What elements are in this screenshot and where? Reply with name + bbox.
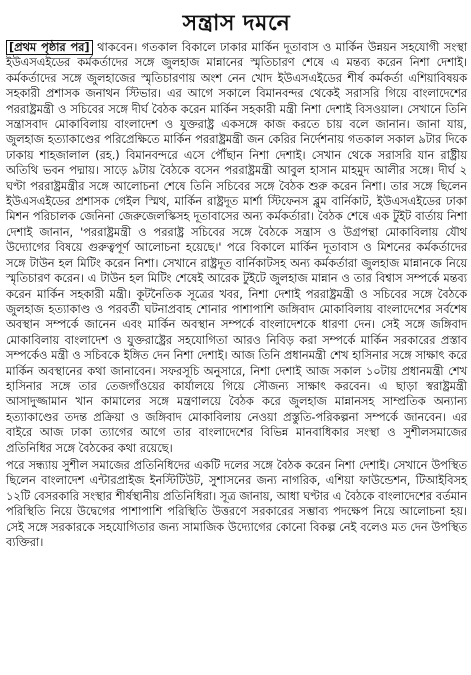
article-body [6, 40, 467, 550]
continuation-label: [প্রথম পৃষ্ঠার পর] [6, 40, 93, 55]
article-paragraph-2: পরে সন্ধ্যায় সুশীল সমাজের প্রতিনিধিদের একটি দলের সঙ্গে বৈঠক করেন নিশা দেশাই। সেখানে উপস্থিত ছিলেন বাংলাদেশ এন্টারপ্রাইজ ইনস্টিটিউট, সুশাসনের জন্য নাগরিক, এশিয়া ফাউন্ডেশন, টিআইবিসহ ১২টি বেসরকারি সংস্থার শীর্ষস্থানীয় প্রতিনিধিরা। সূত্র জানায়, আধা ঘণ্টার এ বৈঠকে বাংলাদেশের বর্তমান পরিস্থিতি নিয়ে উদ্বেগের পাশাপাশি পরিস্থিতি উত্তরণে সরকারের সম্ভাব্য পদক্ষেপ নিয়ে আলোচনা হয়। সেই সঙ্গে সরকারকে সহযোগিতার জন্য সামাজিক উদ্যোগের কোনো বিকল্প নেই বলেও মত দেন উপস্থিত ব্যক্তিরা। [6, 458, 467, 549]
paragraph-1-text: থাকবেন। গতকাল বিকালে ঢাকার মার্কিন দূতাবাস ও মার্কিন উন্নয়ন সহযোগী সংস্থা ইউএসএইডের কর্মকর্তাদের সঙ্গে জুলহাজ মান্নানের স্মৃতিচারণ শেষে এ মন্তব্য করেন নিশা দেশাই। কর্মকর্তাদের সঙ্গে জুলহাজের স্মৃতিচারণায় অংশ নেন খোদ ইউএসএইডের শীর্ষ কর্মকর্তা এশিয়াবিষয়ক সহকারী প্রশাসক জনাথন স্টিভার। এর আগে সকালে বিমানবন্দর থেকেই সরাসরি গিয়ে বাংলাদেশের পররাষ্ট্রমন্ত্রী ও সচিবের সঙ্গে দীর্ঘ বৈঠক করেন মার্কিন সহকারী মন্ত্রী নিশা দেশাই বিসওয়াল। সেখানে তিনি সন্ত্রাসবাদ মোকাবিলায় বাংলাদেশ ও যুক্তরাষ্ট্র একসঙ্গে কাজ করতে চায় বলে জানান। জানা যায়, জুলহাজ হত্যাকাণ্ডের পরিপ্রেক্ষিতে মার্কিন পররাষ্ট্রমন্ত্রী জন কেরির নির্দেশনায় গতকাল সকাল ৯টার দিকে ঢাকায় শাহজালাল (রহ.) বিমানবন্দরে এসে পৌঁছান নিশা দেশাই। সেখান থেকে সরাসরি যান রাষ্ট্রীয় অতিথি ভবন পদ্মায়। সাড়ে ৯টায় বৈঠকে বসেন পররাষ্ট্রমন্ত্রী আবুল হাসান মাহমুদ আলীর সঙ্গে। দীর্ঘ ২ ঘণ্টা পররাষ্ট্রমন্ত্রীর সঙ্গে আলোচনা শেষে তিনি সচিবের সঙ্গে বৈঠক শুরু করেন নিশা। তার সঙ্গে ছিলেন ইউএসএইডের প্রশাসক গেইল স্মিথ, মার্কিন রাষ্ট্রদূত মার্শা স্টিফেনস ব্লুম বার্নিকাট, ইউএসএইডের ঢাকা মিশন পরিচালক জেনিনা জেরুজেলস্কিসহ দূতাবাসের অন্য কর্মকর্তারা। বৈঠক শেষে এক টুইট বার্তায় নিশা দেশাই জানান, 'পররাষ্ট্রমন্ত্রী ও পররাষ্ট্র সচিবের সঙ্গে বৈঠকে সন্ত্রাস ও উগ্রপন্থা মোকাবিলায় যৌথ উদ্যোগের বিষয়ে গুরুত্বপূর্ণ আলোচনা হয়েছে।' পরে বিকালে মার্কিন দূতাবাস ও মিশনের কর্মকর্তাদের সঙ্গে টাউন হল মিটিং করেন নিশা। সেখানে রাষ্ট্রদূত বার্নিকাটসহ অন্য কর্মকর্তারা জুলহাজ মান্নানকে নিয়ে স্মৃতিচারণ করেন। এ টাউন হল মিটিং শেষেই আরেক টুইটে জুলহাজ মান্নান ও তার বিশ্বাস সম্পর্কে মন্তব্য করেন মার্কিন সহকারী মন্ত্রী। কূটনৈতিক সূত্রের খবর, নিশা দেশাই পররাষ্ট্রমন্ত্রী ও সচিবের সঙ্গে বৈঠকে জুলহাজ হত্যাকাণ্ড ও পরবর্তী ঘটনাপ্রবাহ শোনার পাশাপাশি জঙ্গিবাদ মোকাবিলায় বাংলাদেশের সর্বশেষ অবস্থান সম্পর্কে জানেন এবং মার্কিন অবস্থান সম্পর্কে বাংলাদেশকে ধারণা দেন। সেই সঙ্গে জঙ্গিবাদ মোকাবিলায় বাংলাদেশ ও যুক্তরাষ্ট্রের সহযোগিতা আরও নিবিড় করা সম্পর্কে মার্কিন সরকারের প্রস্তাব সম্পর্কেও মন্ত্রী ও সচিবকে ইঙ্গিত দেন নিশা দেশাই। আজ তিনি প্রধানমন্ত্রী শেখ হাসিনার সঙ্গে সাক্ষাৎ করে মার্কিন অবস্থানের কথা জানাবেন। সফরসূচি অনুসারে, নিশা দেশাই আজ সকাল ১০টায় প্রধানমন্ত্রী শেখ হাসিনার সঙ্গে তার তেজগাঁওয়ের কার্যালয়ে গিয়ে সৌজন্য সাক্ষাৎ করবেন। এ ছাড়া স্বরাষ্ট্রমন্ত্রী আসাদুজ্জামান খান কামালের সঙ্গে মন্ত্রণালয়ে বৈঠক করে জুলহাজ মান্নানসহ সাম্প্রতিক অন্যান্য হত্যাকাণ্ডের তদন্ত প্রক্রিয়া ও জঙ্গিবাদ মোকাবিলায় নেওয়া প্রস্তুতি-পরিকল্পনা সম্পর্কে জানবেন। এর বাইরে আজ ঢাকা ত্যাগের আগে তার বাংলাদেশের বিভিন্ন মানবাধিকার সংস্থা ও সুশীলসমাজের প্রতিনিধির সঙ্গে বৈঠকের কথা রয়েছে। [6, 41, 467, 455]
article-paragraph-1 [6, 40, 467, 456]
headline: সন্ত্রাস দমনে [182, 11, 291, 36]
